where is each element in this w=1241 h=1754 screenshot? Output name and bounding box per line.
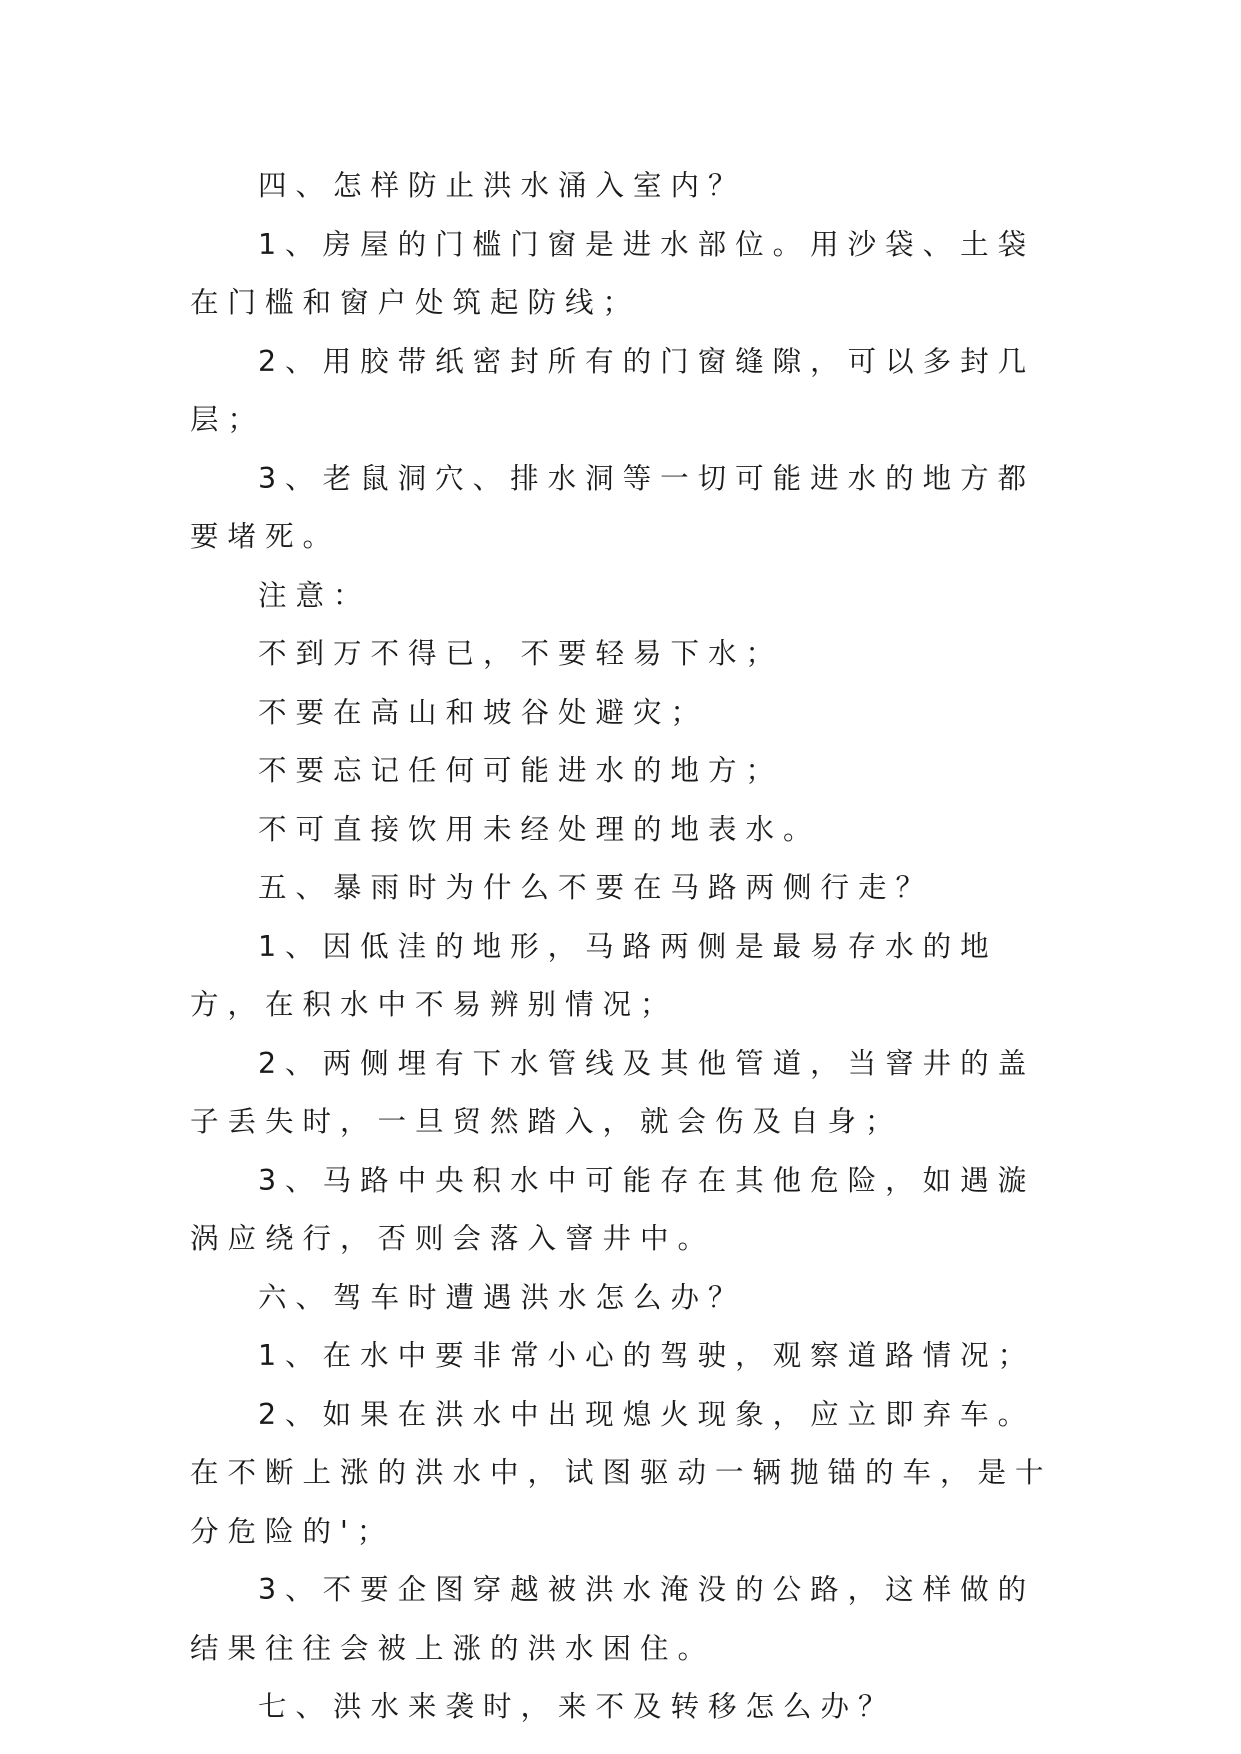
paragraph-item: 3、老鼠洞穴、排水洞等一切可能进水的地方都要堵死。	[190, 461, 1036, 553]
document-body	[190, 157, 1060, 1737]
paragraph-item: 3、马路中央积水中可能存在其他危险，如遇漩涡应绕行，否则会落入窨井中。	[190, 1163, 1036, 1255]
paragraph-item: 2、如果在洪水中出现熄火现象，应立即弃车。在不断上涨的洪水中，试图驱动一辆抛锚的车，是十分危险的'；	[190, 1397, 1053, 1548]
note-item: 不要在高山和坡谷处避灾；	[258, 695, 709, 729]
paragraph-item: 1、因低洼的地形，马路两侧是最易存水的地方，在积水中不易辨别情况；	[190, 929, 998, 1021]
section-heading-4: 四、怎样防止洪水涌入室内？	[258, 169, 746, 202]
paragraph-item: 1、在水中要非常小心的驾驶，观察道路情况；	[258, 1339, 1036, 1372]
paragraph-item: 3、不要企图穿越被洪水淹没的公路，这样做的结果往往会被上涨的洪水困住。	[190, 1573, 1036, 1665]
section-heading-7: 七、洪水来袭时，来不及转移怎么办？	[258, 1690, 896, 1723]
paragraph-item: 2、用胶带纸密封所有的门窗缝隙，可以多封几层；	[190, 344, 1036, 436]
paragraph-item: 1、房屋的门槛门窗是进水部位。用沙袋、土袋在门槛和窗户处筑起防线；	[190, 227, 1036, 319]
paragraph-item: 2、两侧埋有下水管线及其他管道，当窨井的盖子丢失时，一旦贸然踏入，就会伤及自身；	[190, 1046, 1036, 1138]
note-item: 不可直接饮用未经处理的地表水。	[258, 812, 821, 846]
note-item: 不要忘记任何可能进水的地方；	[258, 754, 784, 787]
note-item: 不到万不得已，不要轻易下水；	[258, 637, 784, 670]
section-heading-6: 六、驾车时遭遇洪水怎么办？	[258, 1280, 746, 1314]
section-heading-5: 五、暴雨时为什么不要在马路两侧行走？	[258, 871, 934, 904]
note-heading: 注意：	[258, 578, 371, 612]
